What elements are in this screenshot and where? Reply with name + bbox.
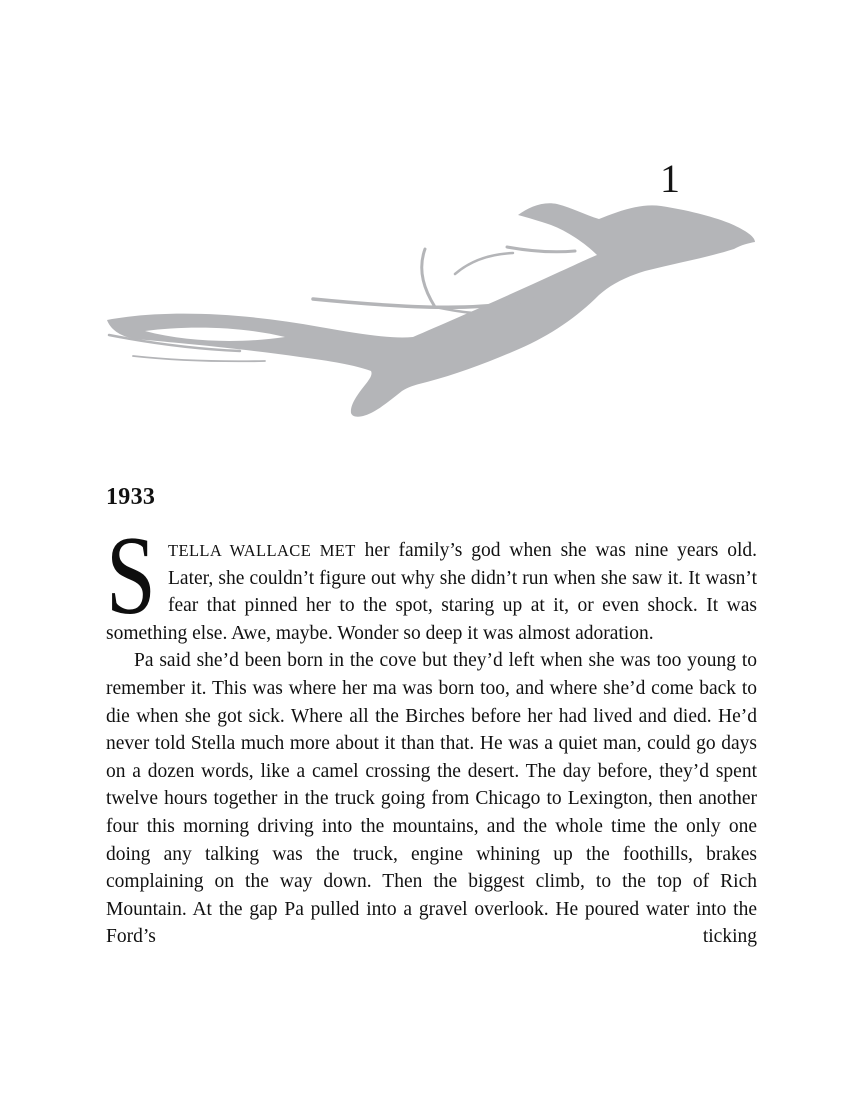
paragraph-second: Pa said she’d been born in the cove but they’d left when she was too young to remember it. This was where her ma was born too, and where she’d come back to die when she got sick. Where all the Birches before her had lived and died. He’d never told Stella much more about it than that. He was a quiet man, could go days on a dozen words, like a camel crossing the desert. The day before, they’d spent twelve hours together in the truck going from Chicago to Lexington, then another four this morning driving into the mountains, and the whole time the only one doing any talking was the truck, engine whining up the foothills, brakes complaining on the way down. Then the biggest climb, to the top of Rich Mountain. At the gap Pa pulled into a gravel overlook. He poured water into the Ford’s ticking <box>106 650 757 948</box>
paragraph-opening <box>106 514 757 647</box>
paragraph-opening-text: her family’s god when she was nine years old. Later, she couldn’t figure out why she didn’t run when she saw it. It wasn’t fear that pinned her to the spot, staring up at it, or even shock. It was something else. Awe, maybe. Wonder so deep it was almost adoration. <box>106 540 757 644</box>
branch-silhouette-main <box>107 203 755 416</box>
drop-cap: S <box>106 514 156 638</box>
branch-illustration-svg <box>105 199 757 421</box>
branch-illustration <box>105 199 757 421</box>
opening-small-caps: TELLA WALLACE MET <box>168 541 356 560</box>
branch-spur <box>507 247 575 252</box>
chapter-number: 1 <box>660 156 680 201</box>
body-text <box>106 514 757 951</box>
branch-whisker-2 <box>133 356 265 361</box>
year-heading: 1933 <box>106 484 156 510</box>
branch-twig-rising <box>422 249 435 307</box>
branch-twig-fork-upper <box>455 253 513 274</box>
